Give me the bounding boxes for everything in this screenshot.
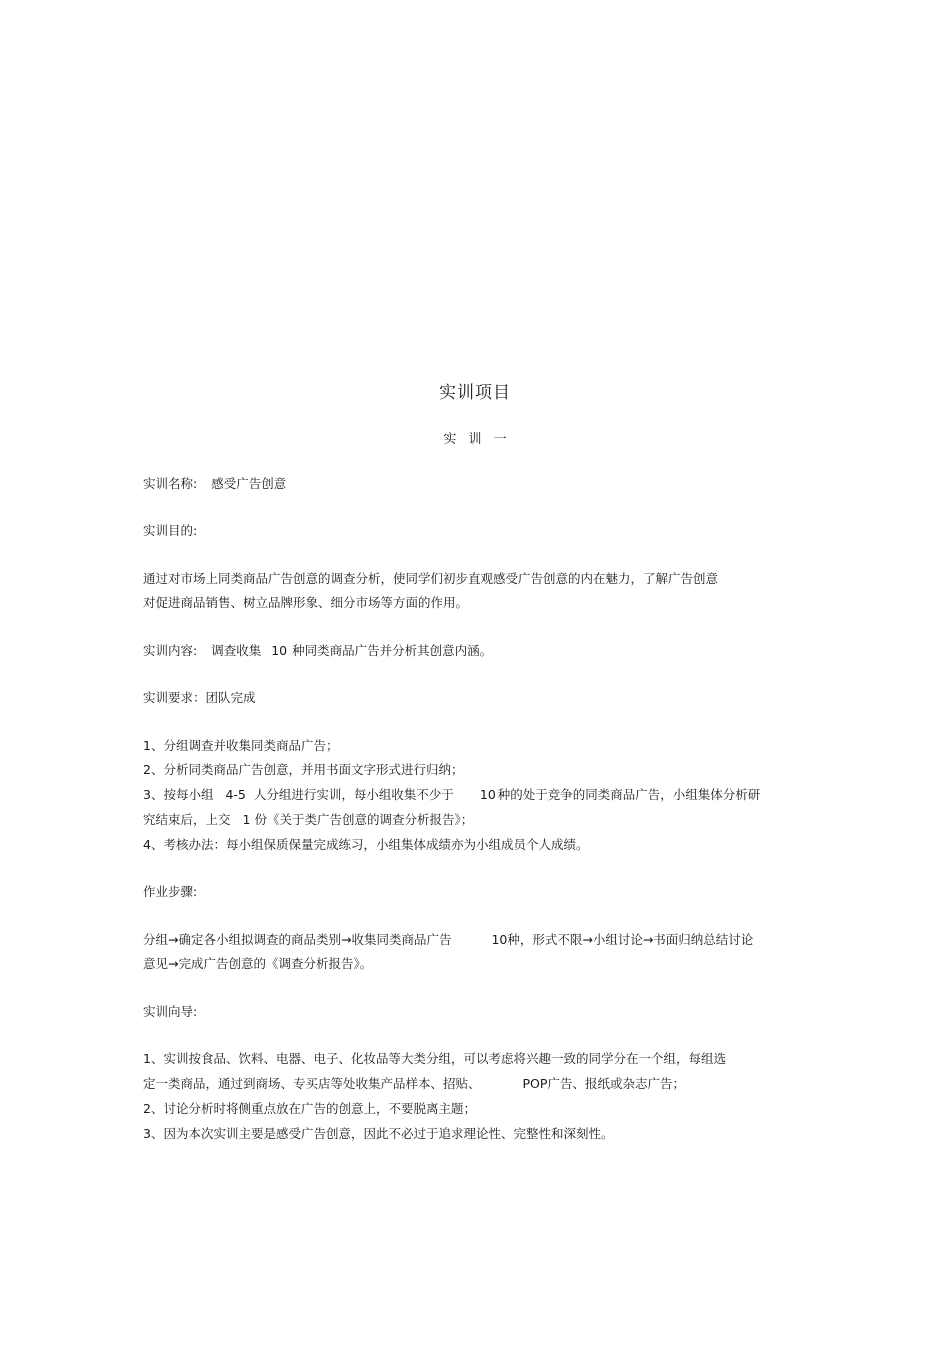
guide-1-text-c: 广告、报纸或杂志广告； (547, 1076, 685, 1091)
guide-item-1-line-1: 1、实训按食品、饮料、电器、电子、化妆品等大类分组，可以考虑将兴趣一致的同学分在一个组，每组选 (143, 1051, 726, 1066)
content-line (143, 642, 492, 660)
requirement-3-group-size: 4-5 (225, 787, 246, 802)
guide-item-1-line-2 (143, 1075, 685, 1093)
content-label: 实训内容: (143, 643, 198, 658)
content-text-a: 调查收集 (211, 643, 262, 658)
requirement-3-text-e: 份《关于类广告创意的调查分析报告》； (254, 812, 474, 827)
guide-1-text-b: 定一类商品，通过到商场、专买店等处收集产品样本、招贴、 (143, 1076, 481, 1091)
training-name-value: 感受广告创意 (211, 476, 287, 491)
steps-text-b: 种，形式不限→小组讨论→书面归纳总结讨论 (507, 932, 754, 947)
page-title: 实训项目 (439, 383, 511, 403)
content-text-b: 种同类商品广告并分析其创意内涵。 (292, 643, 493, 658)
requirement-3-count: 10 (479, 787, 496, 802)
steps-text-a: 分组→确定各小组拟调查的商品类别→收集同类商品广告 (143, 932, 452, 947)
requirement-item-3-line-1 (143, 786, 760, 804)
requirement-3-text-c: 种的处于竞争的同类商品广告，小组集体分析研 (497, 787, 761, 802)
guide-item-2: 2、讨论分析时将侧重点放在广告的创意上，不要脱离主题； (143, 1101, 476, 1116)
purpose-text-line-2: 对促进商品销售、树立品牌形象、细分市场等方面的作用。 (143, 595, 469, 610)
requirements-label: 实训要求：团队完成 (143, 690, 256, 705)
requirement-3-text-b: 人分组进行实训，每小组收集不少于 (253, 787, 454, 802)
training-name-line (143, 475, 286, 493)
steps-label: 作业步骤: (143, 884, 198, 899)
requirement-item-3-line-2 (143, 811, 473, 829)
guide-item-3: 3、因为本次实训主要是感受广告创意，因此不必过于追求理论性、完整性和深刻性。 (143, 1126, 614, 1141)
requirement-3-text-d: 究结束后，上交 (143, 812, 231, 827)
steps-line-1 (143, 931, 753, 949)
requirement-3-text-a: 3、按每小组 (143, 787, 214, 802)
requirement-item-1: 1、分组调查并收集同类商品广告； (143, 738, 339, 753)
guide-label: 实训向导: (143, 1004, 198, 1019)
steps-line-2: 意见→完成广告创意的《调查分析报告》。 (143, 956, 373, 971)
content-number: 10 (271, 643, 288, 658)
requirement-item-4: 4、考核办法：每小组保质保量完成练习，小组集体成绩亦为小组成员个人成绩。 (143, 837, 589, 852)
requirement-3-report-count: 1 (242, 812, 251, 827)
requirement-item-2: 2、分析同类商品广告创意，并用书面文字形式进行归纳； (143, 762, 464, 777)
purpose-label: 实训目的: (143, 523, 198, 538)
training-name-label: 实训名称: (143, 476, 198, 491)
page-subtitle: 实 训 一 (443, 432, 507, 447)
purpose-text-line-1: 通过对市场上同类商品广告创意的调查分析，使同学们初步直观感受广告创意的内在魅力，了解广告创意 (143, 571, 719, 586)
guide-1-pop: POP (522, 1076, 548, 1091)
steps-number: 10 (491, 932, 508, 947)
